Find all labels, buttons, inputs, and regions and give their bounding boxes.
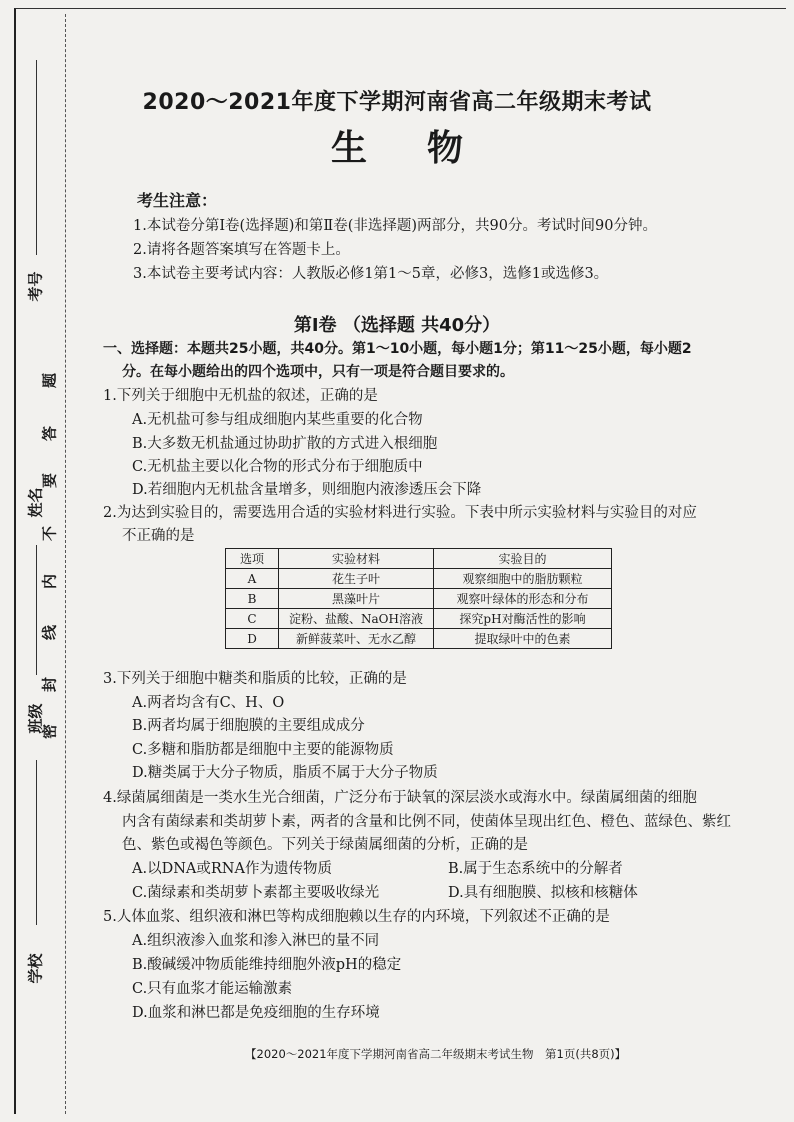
seal-char: 封 — [40, 677, 59, 693]
table-cell: 黑藻叶片 — [279, 589, 434, 609]
section-title: 第Ⅰ卷 （选择题 共40分） — [293, 315, 501, 336]
table-row — [226, 569, 612, 589]
table-cell: D — [226, 629, 279, 649]
q5-stem: 5.人体血浆、组织液和淋巴等构成细胞赖以生存的内环境，下列叙述不正确的是 — [103, 909, 610, 925]
subject-title: 生物 — [330, 128, 523, 169]
notice-item: 3.本试卷主要考试内容：人教版必修1第1～5章，必修3，选修1或选修3。 — [133, 266, 609, 282]
table-cell: 观察细胞中的脂肪颗粒 — [434, 569, 612, 589]
table-cell: C — [226, 609, 279, 629]
q1-option-a: A.无机盐可参与组成细胞内某些重要的化合物 — [132, 412, 423, 428]
q5-option-d: D.血浆和淋巴都是免疫细胞的生存环境 — [132, 1005, 380, 1021]
table-header: 实验目的 — [434, 549, 612, 569]
table-cell: 观察叶绿体的形态和分布 — [434, 589, 612, 609]
class-line — [36, 760, 37, 925]
q4-option-a: A.以DNA或RNA作为遗传物质 — [132, 861, 332, 877]
q2-stem: 不正确的是 — [122, 528, 195, 544]
section-intro: 一、选择题：本题共25小题，共40分。第1～10小题，每小题1分；第11～25小题，每小题2 — [103, 341, 692, 357]
seal-char: 答 — [40, 426, 59, 442]
q4-stem: 4.绿菌属细菌是一类水生光合细菌，广泛分布于缺氧的深层淡水或海水中。绿菌属细菌的细胞 — [103, 790, 697, 806]
table-row — [226, 609, 612, 629]
q3-stem: 3.下列关于细胞中糖类和脂质的比较，正确的是 — [103, 671, 407, 687]
q1-option-b: B.大多数无机盐通过协助扩散的方式进入根细胞 — [132, 436, 438, 452]
table-row — [226, 629, 612, 649]
notice-item: 2.请将各题答案填写在答题卡上。 — [133, 242, 350, 258]
seal-char: 密 — [40, 724, 59, 740]
q4-stem: 色、紫色或褐色等颜色。下列关于绿菌属细菌的分析，正确的是 — [122, 837, 528, 853]
q2-stem: 2.为达到实验目的，需要选用合适的实验材料进行实验。下表中所示实验材料与实验目的对应 — [103, 505, 697, 521]
seal-char: 要 — [40, 473, 59, 489]
seal-char: 内 — [40, 574, 59, 590]
name-line — [36, 545, 37, 675]
q4-stem: 内含有菌绿素和类胡萝卜素，两者的含量和比例不同，使菌体呈现出红色、橙色、蓝绿色、紫红 — [122, 814, 731, 830]
notice-item: 1.本试卷分第Ⅰ卷(选择题)和第Ⅱ卷(非选择题)两部分，共90分。考试时间90分钟。 — [133, 218, 657, 234]
q4-option-b: B.属于生态系统中的分解者 — [448, 861, 623, 877]
seal-line — [65, 14, 66, 1114]
table-cell: 淀粉、盐酸、NaOH溶液 — [279, 609, 434, 629]
class-label: 班级 — [26, 703, 45, 734]
q4-option-d: D.具有细胞膜、拟核和核糖体 — [448, 885, 638, 901]
name-label: 姓名 — [26, 487, 45, 518]
q5-option-c: C.只有血浆才能运输激素 — [132, 981, 293, 997]
q5-option-b: B.酸碱缓冲物质能维持细胞外液pH的稳定 — [132, 957, 402, 973]
q1-option-d: D.若细胞内无机盐含量增多，则细胞内液渗透压会下降 — [132, 482, 482, 498]
q3-option-c: C.多糖和脂肪都是细胞中主要的能源物质 — [132, 742, 394, 758]
table-cell: A — [226, 569, 279, 589]
seal-char: 线 — [40, 625, 59, 641]
table-cell: 探究pH对酶活性的影响 — [434, 609, 612, 629]
seal-char: 题 — [40, 373, 59, 389]
table-cell: 新鲜菠菜叶、无水乙醇 — [279, 629, 434, 649]
seal-char: 不 — [40, 526, 59, 542]
exam-no-label: 考号 — [26, 271, 45, 302]
q3-option-a: A.两者均含有C、H、O — [132, 695, 285, 711]
table-header-row — [226, 549, 612, 569]
q3-option-b: B.两者均属于细胞膜的主要组成成分 — [132, 718, 365, 734]
exam-title: 2020～2021年度下学期河南省高二年级期末考试 — [142, 90, 652, 115]
q4-option-c: C.菌绿素和类胡萝卜素都主要吸收绿光 — [132, 885, 380, 901]
table-cell: B — [226, 589, 279, 609]
q3-option-d: D.糖类属于大分子物质，脂质不属于大分子物质 — [132, 765, 438, 781]
q1-stem: 1.下列关于细胞中无机盐的叙述，正确的是 — [103, 388, 378, 404]
school-label: 学校 — [26, 953, 45, 984]
page-footer: 【2020～2021年度下学期河南省高二年级期末考试生物 第1页(共8页)】 — [245, 1047, 627, 1061]
q5-option-a: A.组织液渗入血浆和渗入淋巴的量不同 — [132, 933, 380, 949]
table-row — [226, 589, 612, 609]
experiment-table — [225, 548, 612, 649]
section-intro: 分。在每小题给出的四个选项中，只有一项是符合题目要求的。 — [122, 364, 514, 380]
table-cell: 花生子叶 — [279, 569, 434, 589]
table-header: 实验材料 — [279, 549, 434, 569]
table-header: 选项 — [226, 549, 279, 569]
q1-option-c: C.无机盐主要以化合物的形式分布于细胞质中 — [132, 459, 423, 475]
table-cell: 提取绿叶中的色素 — [434, 629, 612, 649]
notice-title: 考生注意： — [137, 191, 218, 210]
